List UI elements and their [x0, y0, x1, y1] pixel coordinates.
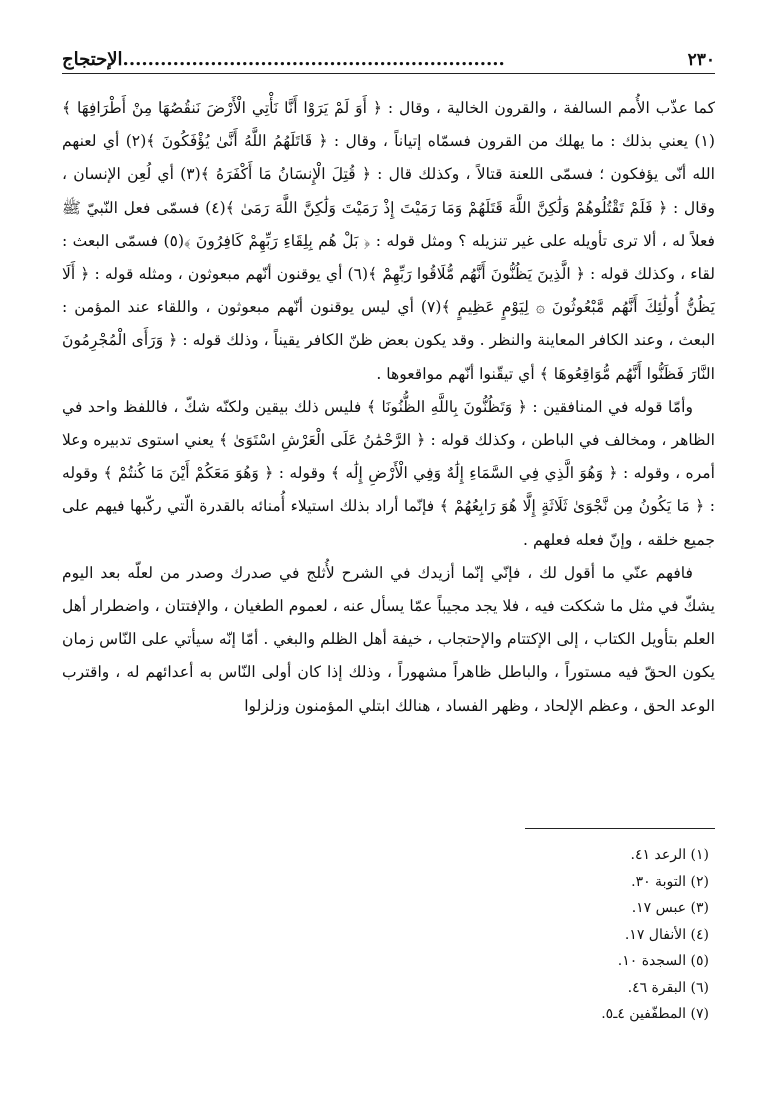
footnote-1: (١) الرعد ٤١.: [630, 847, 709, 863]
page-number: ٢٣٠: [687, 50, 715, 70]
footnotes-list: [62, 842, 709, 1028]
footnote-7: (٧) المطفّفين ٤ـ٥.: [601, 1006, 709, 1022]
header-rule: [62, 73, 715, 74]
footnote-4: (٤) الأنفال ١٧.: [624, 926, 709, 943]
footnote-5: (٥) السجدة ١٠.: [617, 953, 709, 969]
paragraph-1: كما عذّب الأُمم السالفة ، والقرون الخالية ، وقال : ﴿ أَوَ لَمْ يَرَوْا أَنَّا نَأْتِي الْأَرْضَ نَنقُصُهَا مِنْ أَطْرَافِهَا ﴾(١) يعني بذلك : ما يهلك من القرون فسمّاه إتياناً ، وقال : ﴿ قَاتَلَهُمُ اللَّهُ أَنَّىٰ يُؤْفَكُونَ ﴾(٢) أي لعنهم الله أنّى يؤفكون ؛ فسمّى اللعنة قتالاً ، وكذلك قال : ﴿ قُتِلَ الْإِنسَانُ مَا أَكْفَرَهُ ﴾(٣) أي لُعِن الإنسان ، وقال : ﴿ فَلَمْ تَقْتُلُوهُمْ وَلَٰكِنَّ اللَّهَ قَتَلَهُمْ وَمَا رَمَيْتَ إِذْ رَمَيْتَ وَلَٰكِنَّ اللَّهَ رَمَىٰ ﴾(٤) فسمّى فعل النّبيّ ﷺ فعلاً له ، ألا ترى تأويله على غير تنزيله ؟ ومثل قوله : ﴿ بَلْ هُم بِلِقَاءِ رَبِّهِمْ كَافِرُونَ ﴾(٥) فسمّى البعث : لقاء ، وكذلك قوله : ﴿ الَّذِينَ يَظُنُّونَ أَنَّهُم مُّلَاقُوا رَبِّهِمْ ﴾(٦) أي يوقنون أنّهم مبعوثون ، ومثله قوله : ﴿ أَلَا يَظُنُّ أُولَٰئِكَ أَنَّهُم مَّبْعُوثُونَ ۞ لِيَوْمٍ عَظِيمٍ ﴾(٧) أي ليس يوقنون أنّهم مبعوثون ، واللقاء عند المؤمن : البعث ، وعند الكافر المعاينة والنظر . وقد يكون بعض ظنّ الكافر يقيناً ، وذلك قوله : ﴿ وَرَأَى الْمُجْرِمُونَ النَّارَ فَظَنُّوا أَنَّهُم مُّوَاقِعُوهَا ﴾ أي تيقّنوا أنّهم مواقعوها .: [62, 99, 716, 383]
footnote-2: (٢) التوبة ٣٠.: [631, 873, 709, 890]
footnote-3: (٣) عبس ١٧.: [631, 900, 709, 916]
footnote-separator: [525, 828, 715, 829]
paragraph-2: وأمّا قوله في المنافقين : ﴿ وَتَظُنُّونَ بِاللَّهِ الظُّنُونَا ﴾ فليس ذلك بيقين ولكنّه شكّ ، فاللفظ واحد في الظاهر ، ومخالف في الباطن ، وكذلك قوله : ﴿ الرَّحْمَٰنُ عَلَى الْعَرْشِ اسْتَوَىٰ ﴾ يعني استوى تدبيره وعلا أمره ، وقوله : ﴿ وَهُوَ الَّذِي فِي السَّمَاءِ إِلَٰهٌ وَفِي الْأَرْضِ إِلَٰه ﴾ وقوله : ﴿ وَهُوَ مَعَكُمْ أَيْنَ مَا كُنتُمْ ﴾ وقوله : ﴿ مَا يَكُونُ مِن نَّجْوَىٰ ثَلَاثَةٍ إِلَّا هُوَ رَابِعُهُمْ ﴾ فإنّما أراد بذلك استيلاء أُمنائه بالقدرة الّتي ركّبها فيهم على جميع خلقه ، وإنّ فعله فعلهم .: [62, 397, 715, 549]
footnote-6: (٦) البقرة ٤٦.: [627, 979, 709, 996]
page-header: [62, 44, 715, 70]
paragraph-3: فافهم عنّي ما أقول لك ، فإنّي إنّما أزيدك في الشرح لأُثلج في صدرك وصدر من لعلّه بعد اليوم يشكّ في مثل ما شككت فيه ، فلا يجد مجيباً عمّا يسأل عنه ، لعموم الطغيان ، والإفتتان ، واضطرار أهل العلم بتأويل الكتاب ، إلى الإكتتام والإحتجاب ، خيفة أهل الظلم والبغي . أمّا إنّه سيأتي على النّاس زمان يكون الحقّ فيه مستوراً ، والباطل ظاهراً مشهوراً ، وذلك إذا كان أولى النّاس به أعدائهم له ، واقترب الوعد الحق ، وعظم الإلحاد ، وظهر الفساد ، هنالك ابتلي المؤمنون وزلزلوا: [62, 563, 715, 715]
main-text: [62, 92, 715, 723]
running-title: .............................................................الإحتجاج: [62, 49, 505, 70]
